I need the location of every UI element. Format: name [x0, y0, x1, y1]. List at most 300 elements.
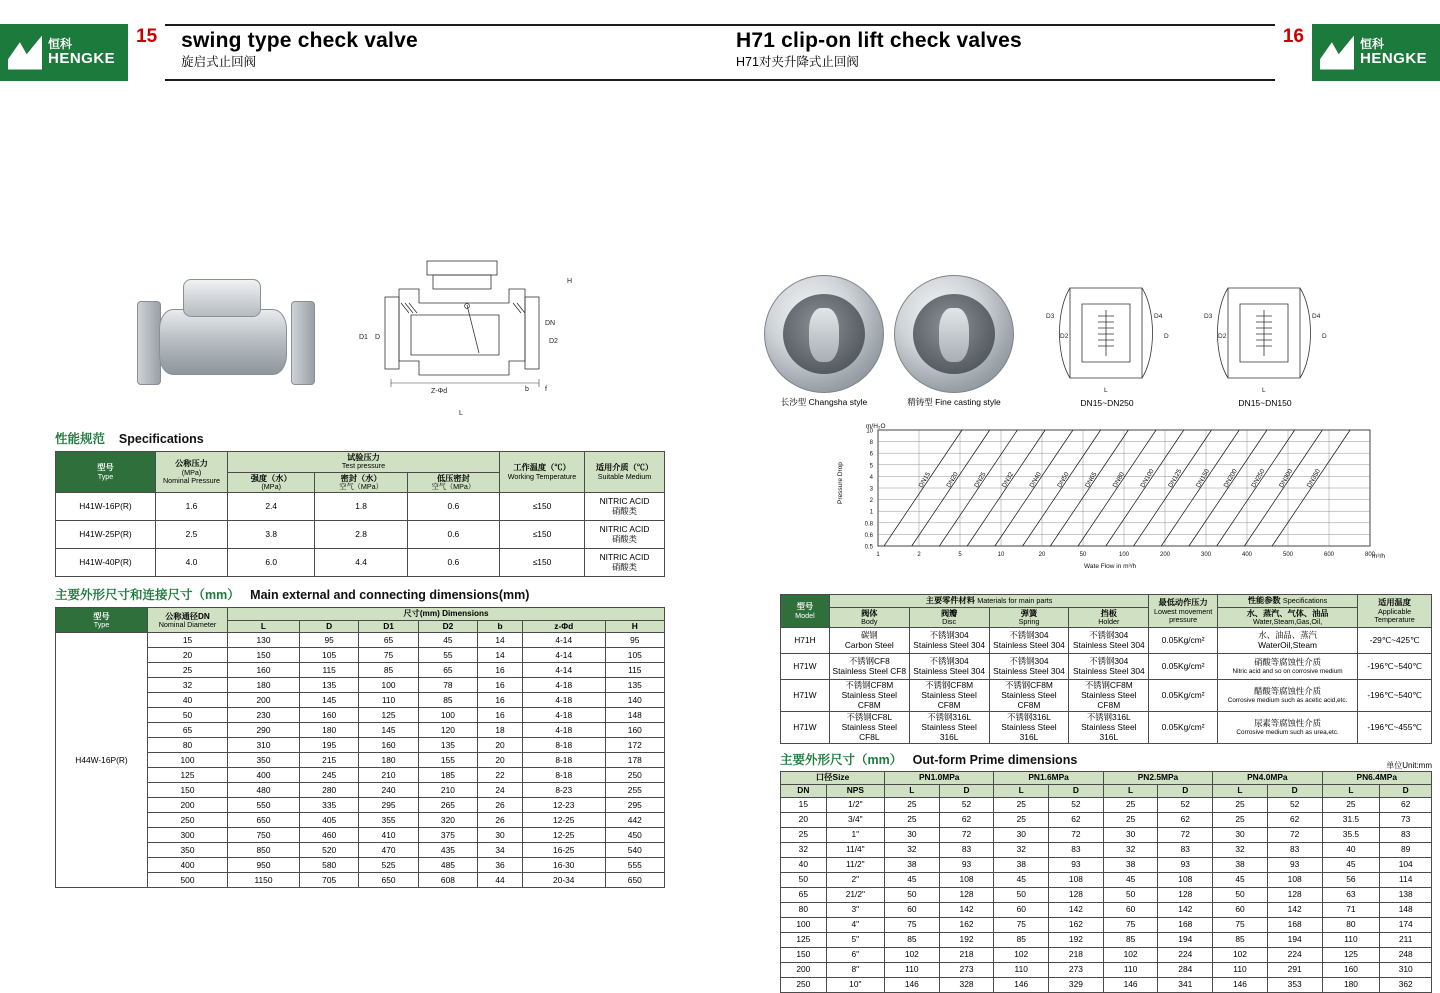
table-cell: 32 — [781, 842, 827, 857]
dims-h-type-en: Type — [93, 620, 110, 630]
table-cell: NITRIC ACID 硝酸类 — [585, 521, 665, 549]
table-row — [56, 678, 665, 693]
spec-h-temp-en: Working Temperature — [507, 471, 577, 481]
svg-text:D4: D4 — [1154, 313, 1163, 320]
table-cell: 30 — [1103, 827, 1158, 842]
table-cell: 75 — [885, 917, 940, 932]
valve-flange-left — [137, 301, 161, 385]
table-cell: 128 — [1049, 887, 1104, 902]
table-cell: 85 — [1103, 932, 1158, 947]
table-cell: 1.6 — [156, 493, 228, 521]
table-row — [56, 693, 665, 708]
table-cell: 200 — [148, 798, 228, 813]
table-cell: 115 — [605, 663, 664, 678]
table-cell: 65 — [781, 887, 827, 902]
table-cell: 72 — [1049, 827, 1104, 842]
table-cell: 145 — [359, 723, 418, 738]
table-row — [56, 858, 665, 873]
table-cell: 310 — [1380, 962, 1432, 977]
table-cell: 265 — [418, 798, 477, 813]
table-cell: 195 — [299, 738, 358, 753]
mat-cell-pressure: 0.05Kg/cm² — [1149, 712, 1218, 744]
mat-cell-model: H71W — [781, 680, 830, 712]
table-cell: 2" — [826, 872, 884, 887]
table-cell: 580 — [299, 858, 358, 873]
mat-h-specs-en: Specifications — [1282, 596, 1328, 605]
svg-text:H: H — [567, 278, 573, 285]
svg-text:DN250: DN250 — [1250, 467, 1267, 489]
svg-text:DN150: DN150 — [1194, 467, 1212, 489]
table-cell: 108 — [939, 872, 994, 887]
table-row — [56, 648, 665, 663]
logo-left — [0, 24, 128, 81]
table-cell: 85 — [994, 932, 1049, 947]
spec-h-lowseal-unit: 空气（MPa） — [431, 482, 476, 492]
table-cell: 460 — [299, 828, 358, 843]
table-cell: 16 — [478, 663, 523, 678]
table-cell: 110 — [1103, 962, 1158, 977]
table-cell: 525 — [359, 858, 418, 873]
table-cell: 4-18 — [522, 723, 605, 738]
table-cell: 108 — [1158, 872, 1213, 887]
mat-h-specs-cn: 性能参数 — [1247, 596, 1281, 605]
mat-cell-pressure: 0.05Kg/cm² — [1149, 628, 1218, 654]
table-cell: 15 — [148, 633, 228, 648]
table-cell: H41W-16P(R) — [56, 493, 156, 521]
table-cell: 500 — [148, 873, 228, 888]
mat-h-holder-en: Holder — [1098, 617, 1120, 627]
changsha-style-figure — [764, 275, 884, 408]
table-cell: 180 — [299, 723, 358, 738]
table-cell: 83 — [1158, 842, 1213, 857]
table-cell: 32 — [1213, 842, 1268, 857]
table-cell: 4-14 — [522, 663, 605, 678]
mat-cell-disc: 不锈钢CF8M Stainless Steel CF8M — [909, 680, 989, 712]
table-cell: 255 — [605, 783, 664, 798]
table-cell: 89 — [1380, 842, 1432, 857]
table-cell: 4-18 — [522, 693, 605, 708]
table-cell: 35.5 — [1322, 827, 1380, 842]
table-cell: 120 — [418, 723, 477, 738]
table-cell: 172 — [605, 738, 664, 753]
table-cell: 211 — [1380, 932, 1432, 947]
table-cell: 45 — [1213, 872, 1268, 887]
svg-text:DN20: DN20 — [945, 471, 960, 489]
table-cell: 8-18 — [522, 768, 605, 783]
fine-casting-valve-photo — [894, 275, 1014, 393]
table-row — [781, 797, 1432, 812]
table-cell: 160 — [1322, 962, 1380, 977]
svg-text:5: 5 — [958, 552, 962, 558]
outform-heading-unit: （mm） — [855, 753, 903, 768]
table-cell: 405 — [299, 813, 358, 828]
table-cell: 31.5 — [1322, 812, 1380, 827]
left-column — [0, 208, 720, 888]
pressure-drop-chart-svg — [830, 418, 1390, 583]
table-cell: 75 — [994, 917, 1049, 932]
table-cell: 71 — [1322, 902, 1380, 917]
svg-text:1: 1 — [876, 552, 880, 558]
table-cell: 45 — [1322, 857, 1380, 872]
outform-heading-en: Out-form Prime dimensions — [912, 753, 1078, 768]
svg-text:2: 2 — [869, 498, 873, 505]
mat-cell-disc: 不锈钢304 Stainless Steel 304 — [909, 654, 989, 680]
mat-cell-holder: 不锈钢CF8M Stainless Steel CF8M — [1069, 680, 1149, 712]
table-cell: 95 — [299, 633, 358, 648]
table-cell: 128 — [939, 887, 994, 902]
mat-cell-medium: 硝酸等腐蚀性介质 Nitric acid and so on corrosive medium — [1218, 654, 1358, 680]
svg-text:600: 600 — [1323, 552, 1335, 558]
table-cell: 80 — [148, 738, 228, 753]
table-cell: 168 — [1267, 917, 1322, 932]
table-cell: 95 — [605, 633, 664, 648]
fig-caption-dn250: DN15~DN250 — [1080, 398, 1134, 408]
table-cell: 52 — [1049, 797, 1104, 812]
logo-en-right: HENGKE — [1360, 49, 1428, 67]
table-row — [781, 842, 1432, 857]
table-row — [56, 828, 665, 843]
table-row — [56, 723, 665, 738]
title-band — [165, 24, 1275, 81]
table-cell: NITRIC ACID 硝酸类 — [585, 493, 665, 521]
spec-h-lowseal-cn: 低压密封 — [436, 473, 470, 483]
table-cell: 5" — [826, 932, 884, 947]
mat-cell-body: 不锈钢CF8M Stainless Steel CF8M — [829, 680, 909, 712]
table-cell: 15 — [781, 797, 827, 812]
dims-type-cell: H44W-16P(R) — [56, 633, 148, 888]
table-cell: 62 — [1158, 812, 1213, 827]
mat-cell-holder: 不锈钢304 Stainless Steel 304 — [1069, 654, 1149, 680]
table-cell: 50 — [148, 708, 228, 723]
mat-h-model-en: Model — [795, 610, 815, 620]
table-cell: 63 — [1322, 887, 1380, 902]
table-cell: 40 — [148, 693, 228, 708]
svg-text:300: 300 — [1200, 552, 1212, 558]
spec-h-seal-unit: 空气（MPa） — [339, 482, 383, 492]
table-row — [781, 827, 1432, 842]
svg-text:400: 400 — [1241, 552, 1253, 558]
table-cell: 1150 — [228, 873, 300, 888]
table-cell: 72 — [1158, 827, 1213, 842]
svg-text:m/H₂O: m/H₂O — [866, 423, 886, 430]
table-row — [56, 873, 665, 888]
table-cell: 353 — [1267, 977, 1322, 992]
svg-text:50: 50 — [1079, 552, 1087, 558]
table-cell: 442 — [605, 813, 664, 828]
table-cell: 192 — [1049, 932, 1104, 947]
swing-check-valve-photo — [121, 263, 331, 423]
table-cell: 125 — [359, 708, 418, 723]
svg-text:DN125: DN125 — [1167, 467, 1184, 489]
table-cell: 38 — [1103, 857, 1158, 872]
table-cell: 16-25 — [522, 843, 605, 858]
mat-h-medium-en: Water,Steam,Gas,Oil, — [1252, 617, 1323, 627]
outform-group-header: 口径Size — [781, 772, 885, 785]
table-cell: 25 — [994, 797, 1049, 812]
table-cell: 146 — [885, 977, 940, 992]
table-cell: 608 — [418, 873, 477, 888]
table-row — [56, 493, 665, 521]
mat-cell-pressure: 0.05Kg/cm² — [1149, 654, 1218, 680]
table-cell: 290 — [228, 723, 300, 738]
mat-cell-spring: 不锈钢304 Stainless Steel 304 — [989, 628, 1069, 654]
table-cell: 174 — [1380, 917, 1432, 932]
mat-h-spring-cn: 弹簧 — [1020, 608, 1038, 618]
table-cell: 142 — [1158, 902, 1213, 917]
spec-h-type-cn: 型号 — [97, 463, 114, 473]
table-cell: 160 — [299, 708, 358, 723]
table-cell: 65 — [418, 663, 477, 678]
mat-h-disc-en: Disc — [942, 617, 957, 627]
table-cell: 142 — [939, 902, 994, 917]
right-figures — [720, 208, 1440, 408]
table-cell: 180 — [1322, 977, 1380, 992]
table-row — [56, 753, 665, 768]
table-cell: 102 — [885, 947, 940, 962]
mat-h-materials-en: Materials for main parts — [977, 596, 1053, 605]
table-cell: 148 — [1380, 902, 1432, 917]
dims-subheader: D — [299, 620, 358, 633]
table-cell: 146 — [1103, 977, 1158, 992]
table-cell: 25 — [1213, 812, 1268, 827]
table-cell: 32 — [994, 842, 1049, 857]
table-cell: 200 — [228, 693, 300, 708]
table-row — [781, 947, 1432, 962]
table-cell: 32 — [885, 842, 940, 857]
table-cell: 4.0 — [156, 549, 228, 577]
table-cell: 93 — [1158, 857, 1213, 872]
dims-subheader: D1 — [359, 620, 418, 633]
svg-text:DN15: DN15 — [917, 471, 933, 489]
mat-cell-body: 不锈钢CF8 Stainless Steel CF8 — [829, 654, 909, 680]
unit-note: 单位Unit:mm — [1386, 761, 1432, 771]
table-cell: 194 — [1158, 932, 1213, 947]
table-row — [781, 932, 1432, 947]
hengke-logo-icon — [8, 36, 42, 70]
table-cell: 705 — [299, 873, 358, 888]
spec-h-nominal-unit: (MPa) — [181, 467, 202, 477]
outform-group-header: PN6.4MPa — [1322, 772, 1431, 785]
spec-h-type-en: Type — [97, 471, 114, 481]
table-cell: 185 — [418, 768, 477, 783]
svg-text:D: D — [1322, 333, 1327, 340]
mat-cell-model: H71W — [781, 712, 830, 744]
svg-text:Z-Φd: Z-Φd — [431, 388, 448, 395]
table-cell: 36 — [478, 858, 523, 873]
table-cell: 650 — [359, 873, 418, 888]
svg-text:DN100: DN100 — [1139, 467, 1156, 489]
outform-sub-header: L — [885, 784, 940, 797]
table-cell: 180 — [359, 753, 418, 768]
table-cell: 65 — [359, 633, 418, 648]
svg-text:L: L — [1262, 387, 1266, 394]
table-cell: 40 — [781, 857, 827, 872]
svg-text:2: 2 — [917, 552, 921, 558]
table-cell: 38 — [1213, 857, 1268, 872]
specifications-table — [55, 451, 665, 577]
table-cell: 110 — [1213, 962, 1268, 977]
svg-text:100: 100 — [1118, 552, 1130, 558]
svg-text:D: D — [375, 334, 381, 341]
svg-text:DN80: DN80 — [1111, 471, 1127, 489]
table-cell: 230 — [228, 708, 300, 723]
title-right — [720, 26, 1275, 79]
table-cell: 11/2" — [826, 857, 884, 872]
table-cell: 52 — [939, 797, 994, 812]
mat-cell-holder: 不锈钢316L Stainless Steel 316L — [1069, 712, 1149, 744]
table-cell: 50 — [781, 872, 827, 887]
table-row — [56, 783, 665, 798]
dims-heading-en: Main external and connecting dimensions(mm) — [250, 588, 530, 603]
table-cell: 72 — [1267, 827, 1322, 842]
mat-h-holder-cn: 挡板 — [1100, 608, 1117, 618]
spec-h-temp-cn: 工作温度（℃） — [513, 463, 571, 473]
materials-table — [780, 594, 1432, 744]
table-row — [56, 521, 665, 549]
table-cell: 26 — [478, 813, 523, 828]
table-row — [781, 654, 1432, 680]
table-cell: 52 — [1158, 797, 1213, 812]
table-cell: NITRIC ACID 硝酸类 — [585, 549, 665, 577]
table-cell: 60 — [994, 902, 1049, 917]
table-row — [56, 798, 665, 813]
table-cell: 30 — [885, 827, 940, 842]
outform-sub-header: DN — [781, 784, 827, 797]
table-cell: 102 — [1213, 947, 1268, 962]
dims-h-dn-cn: 公称通径DN — [165, 611, 210, 621]
table-cell: 60 — [885, 902, 940, 917]
spec-h-seal-cn: 密封（水） — [340, 473, 382, 483]
table-cell: 250 — [605, 768, 664, 783]
right-column — [720, 208, 1440, 993]
table-cell: 85 — [1213, 932, 1268, 947]
svg-text:20: 20 — [1038, 552, 1046, 558]
table-cell: 128 — [1158, 887, 1213, 902]
table-cell: 14 — [478, 648, 523, 663]
mat-h-medium-cn: 水、蒸汽、气体、油品 — [1246, 608, 1329, 618]
table-cell: 160 — [359, 738, 418, 753]
table-cell: 140 — [605, 693, 664, 708]
pressure-drop-chart — [830, 418, 1440, 588]
table-cell: 100 — [781, 917, 827, 932]
table-cell: 114 — [1380, 872, 1432, 887]
title-left — [165, 26, 720, 79]
table-cell: 650 — [605, 873, 664, 888]
table-cell: 65 — [148, 723, 228, 738]
table-cell: 146 — [1213, 977, 1268, 992]
mat-h-spring-en: Spring — [1018, 617, 1040, 627]
table-cell: 20-34 — [522, 873, 605, 888]
table-cell: ≤150 — [500, 549, 585, 577]
svg-text:0.5: 0.5 — [864, 544, 873, 551]
table-cell: 192 — [939, 932, 994, 947]
logo-cn-right: 恒科 — [1360, 37, 1385, 52]
table-cell: 284 — [1158, 962, 1213, 977]
table-cell: 295 — [605, 798, 664, 813]
table-cell: 20 — [478, 753, 523, 768]
table-cell: 178 — [605, 753, 664, 768]
spec-h-strength-cn: 强度（水） — [250, 473, 292, 483]
svg-text:DN300: DN300 — [1278, 467, 1295, 489]
table-cell: 273 — [939, 962, 994, 977]
svg-text:Pressure Drop: Pressure Drop — [837, 462, 844, 504]
svg-text:DN50: DN50 — [1056, 471, 1071, 489]
svg-text:DN32: DN32 — [1000, 471, 1016, 489]
table-cell: 100 — [418, 708, 477, 723]
table-cell: 950 — [228, 858, 300, 873]
svg-text:500: 500 — [1282, 552, 1294, 558]
outform-sub-header: D — [1380, 784, 1432, 797]
table-cell: 25 — [1322, 797, 1380, 812]
dims-subheader: H — [605, 620, 664, 633]
mat-cell-spring: 不锈钢304 Stainless Steel 304 — [989, 654, 1069, 680]
table-cell: 45 — [994, 872, 1049, 887]
table-cell: 8-18 — [522, 753, 605, 768]
table-cell: 162 — [939, 917, 994, 932]
table-cell: 40 — [1322, 842, 1380, 857]
table-cell: 329 — [1049, 977, 1104, 992]
mat-cell-disc: 不锈钢316L Stainless Steel 316L — [909, 712, 989, 744]
table-cell: 110 — [359, 693, 418, 708]
mat-cell-medium: 尿素等腐蚀性介质 Corrosive medium such as urea,etc. — [1218, 712, 1358, 744]
table-cell: 93 — [1049, 857, 1104, 872]
outform-sub-header: D — [939, 784, 994, 797]
table-cell: 62 — [939, 812, 994, 827]
table-cell: 50 — [1213, 887, 1268, 902]
spec-h-medium-cn: 适用介质（℃） — [595, 463, 654, 473]
table-cell: 3" — [826, 902, 884, 917]
svg-text:1: 1 — [869, 509, 873, 516]
table-cell: 105 — [605, 648, 664, 663]
table-cell: 150 — [148, 783, 228, 798]
valve-bonnet — [183, 279, 261, 317]
svg-text:0.6: 0.6 — [864, 532, 873, 539]
table-cell: 25 — [781, 827, 827, 842]
title-en-right: H71 clip-on lift check valves — [736, 29, 1022, 52]
table-row — [56, 663, 665, 678]
spec-h-nominal-en: Nominal Pressure — [162, 475, 221, 485]
outform-heading-cn: 主要外形尺寸 — [780, 753, 856, 768]
page-number-right: 16 — [1282, 26, 1304, 47]
table-cell: 328 — [939, 977, 994, 992]
table-cell: 540 — [605, 843, 664, 858]
table-row — [781, 902, 1432, 917]
table-cell: 20 — [478, 738, 523, 753]
table-cell: 30 — [478, 828, 523, 843]
mat-h-model-cn: 型号 — [796, 602, 814, 612]
svg-text:4: 4 — [869, 474, 873, 481]
svg-text:D1: D1 — [359, 334, 368, 341]
logo-right — [1312, 24, 1440, 81]
table-cell: 110 — [994, 962, 1049, 977]
mat-cell-model: H71H — [781, 628, 830, 654]
table-cell: 4-14 — [522, 633, 605, 648]
table-cell: 310 — [228, 738, 300, 753]
logo-cn-left: 恒科 — [48, 37, 73, 52]
table-cell: 650 — [228, 813, 300, 828]
table-cell: 20 — [148, 648, 228, 663]
table-cell: 38 — [885, 857, 940, 872]
table-cell: 83 — [1380, 827, 1432, 842]
outform-group-header: PN2.5MPa — [1103, 772, 1212, 785]
table-cell: 150 — [781, 947, 827, 962]
table-cell: 355 — [359, 813, 418, 828]
table-cell: 245 — [299, 768, 358, 783]
mat-h-body-en: Body — [861, 617, 878, 627]
table-cell: 50 — [994, 887, 1049, 902]
mat-cell-disc: 不锈钢304 Stainless Steel 304 — [909, 628, 989, 654]
table-cell: 0.6 — [407, 549, 499, 577]
